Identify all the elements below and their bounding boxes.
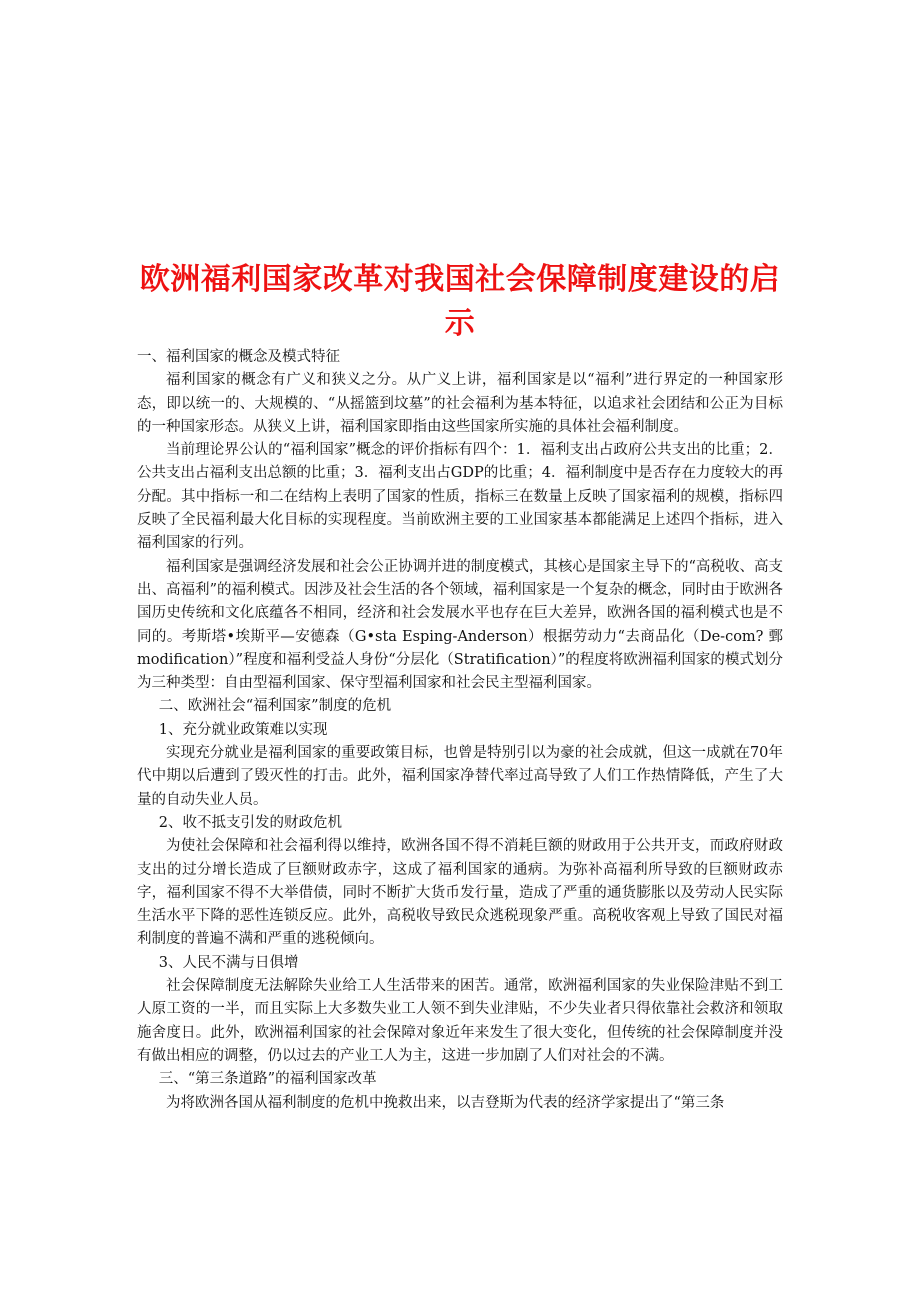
document-page — [137, 258, 783, 1115]
paragraph-5: 为使社会保障和社会福利得以维持，欧洲各国不得不消耗巨额的财政用于公共开支，而政府财政支出的过分增长造成了巨额财政赤字，这成了福利国家的通病。为弥补高福利所导致的巨额财政赤字，福利国家不得不大举借债，同时不断扩大货币发行量，造成了严重的通货膨胀以及劳动人民实际生活水平下降的恶性连锁反应。此外，高税收导致民众逃税现象严重。高税收客观上导致了国民对福利制度的普遍不满和严重的逃税倾向。 — [137, 838, 783, 948]
paragraph-1: 福利国家的概念有广义和狭义之分。从广义上讲，福利国家是以“福利”进行界定的一种国家形态，即以统一的、大规模的、“从摇篮到坟墓”的社会福利为基本特征，以追求社会团结和公正为目标的一种国家形态。从狭义上讲，福利国家即指由这些国家所实施的具体社会福利制度。 — [137, 372, 783, 435]
section-heading-2: 二、欧洲社会“福利国家”制度的危机 — [158, 698, 392, 715]
subsection-heading-2: 2、收不抵支引发的财政危机 — [158, 814, 342, 831]
section-heading-1: 一、福利国家的概念及模式特征 — [137, 349, 340, 365]
paragraph-2: 当前理论界公认的“福利国家”概念的评价指标有四个：1．福利支出占政府公共支出的比重；2．公共支出占福利支出总额的比重；3．福利支出占GDP的比重；4．福利制度中是否存在力度较大的再分配。其中指标一和二在结构上表明了国家的性质，指标三在数量上反映了国家福利的规模，指标四反映了全民福利最大化目标的实现程度。当前欧洲主要的工业国家基本都能满足上述四个指标，进入福利国家的行列。 — [137, 442, 783, 552]
subsection-heading-3: 3、人民不满与日俱增 — [158, 954, 299, 971]
paragraph-6: 社会保障制度无法解除失业给工人生活带来的困苦。通常，欧洲福利国家的失业保险津贴不到工人原工资的一半，而且实际上大多数失业工人领不到失业津贴，不少失业者只得依靠社会救济和领取施舍度日。此外，欧洲福利国家的社会保障对象近年来发生了很大变化，但传统的社会保障制度并没有做出相应的调整，仍以过去的产业工人为主，这进一步加剧了人们对社会的不满。 — [137, 978, 783, 1064]
document-title: 欧洲福利国家改革对我国社会保障制度建设的启示 — [139, 262, 781, 341]
subsection-heading-1: 1、充分就业政策难以实现 — [158, 721, 328, 738]
section-heading-3: 三、“第三条道路”的福利国家改革 — [158, 1071, 377, 1088]
paragraph-3: 福利国家是强调经济发展和社会公正协调并进的制度模式，其核心是国家主导下的“高税收、高支出、高福利”的福利模式。因涉及社会生活的各个领域，福利国家是一个复杂的概念，同时由于欧洲各国历史传统和文化底蕴各不相同，经济和社会发展水平也存在巨大差异，欧洲各国的福利模式也是不同的。考斯塔•埃斯平—安德森（G•sta Esping-Anderson）根据劳动力“去商品化（De-com? 鄄 modification）”程度和福利受益人身份“分层化（Stratification）”的程度将欧洲福利国家的模式划分为三种类型：自由型福利国家、保守型福利国家和社会民主型福利国家。 — [137, 558, 783, 692]
paragraph-7: 为将欧洲各国从福利制度的危机中挽救出来，以吉登斯为代表的经济学家提出了“第三条 — [166, 1094, 725, 1111]
paragraph-4: 实现充分就业是福利国家的重要政策目标，也曾是特别引以为豪的社会成就，但这一成就在70年代中期以后遭到了毁灭性的打击。此外，福利国家净替代率过高导致了人们工作热情降低，产生了大量的自动失业人员。 — [137, 745, 783, 808]
